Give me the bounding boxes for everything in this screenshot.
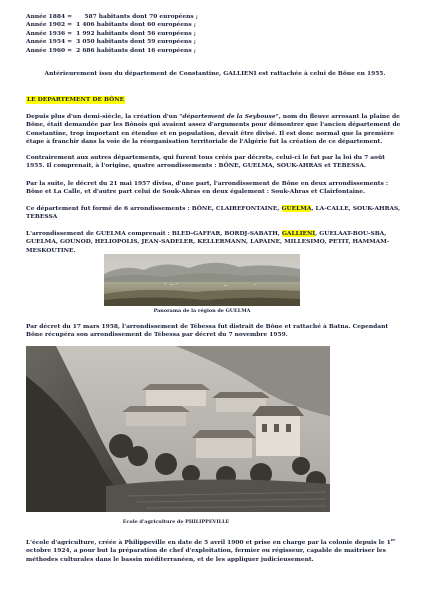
para5-text-a: comprenait : BLED-GAFFAR, BORDJ-SABATH,: [125, 230, 282, 237]
stat-line: Année 1954 = 3 050 habitants dont 59 européens ;: [26, 38, 196, 46]
highlight-guelma: GUELMA: [281, 205, 312, 212]
section-title: LE DEPARTEMENT DE BÔNE: [27, 96, 125, 103]
paragraph-7: [26, 536, 404, 564]
para4-text-b: , LA-CALLE, SOUK-AHRAS, TEBESSA: [26, 205, 401, 221]
para7-superscript: er: [390, 537, 396, 542]
para7-text-a: L'école d'agriculture, créée à Philippeville en date de 5 avril 1900 et prise en charge par la colonie depuis le 1: [26, 538, 391, 546]
para4-text-a: Ce département fut formé de 6 arrondissements : BÔNE, CLAIREFONTAINE,: [26, 205, 282, 212]
stat-line: Année 1936 = 1 992 habitants dont 56 européens ;: [26, 29, 196, 37]
paragraph-6: Par décret du 17 mars 1958, l'arrondissement de Tébessa fut distrait de Bône et rattaché à Batna. Cependant Bône récupéra son arrondissement de Tébessa par décret du 7 novembre 1959.: [26, 323, 389, 339]
stat-line: Année 1960 = 2 686 habitants dont 16 européens ;: [26, 46, 196, 54]
anteriorite-line: Antérieurement issu du département de Constantine, GALLIENI est rattachée à celui de Bône en 1955.: [44, 70, 386, 77]
para1-text-b: ", nom du fleuve arrosant la plaine de Bône, était demandée par les Bônois qui avaient assez d'arguments pour démontrer que l'ancien département de Constantine, trop important en étendue et en population, devait être divisé. Il est donc normal que la première étape à franchir dans la voie de la réorganisation territoriale de l'Algérie fut la création de ce département.: [26, 113, 401, 146]
paragraph-5: [26, 230, 404, 255]
panorama-image: [104, 254, 300, 306]
stat-line: Année 1902 = 1 406 habitants dont 60 européens ;: [26, 21, 196, 29]
panorama-photo: [104, 254, 300, 306]
population-stats: [26, 13, 404, 55]
para5-text-b: , GUELAAT-BOU-SBA, GUELMA, GOUNOD, HELIOPOLIS, JEAN-SADELER, KELLERMANN, LAPAINE, MILLESIMO, PETIT, HAMMAM-MESKOUTINE.: [26, 230, 390, 254]
panorama-caption: Panorama de la région de GUELMA: [153, 308, 251, 314]
school-photo: [26, 346, 330, 512]
stat-line: Année 1884 = 587 habitants dont 70 européens ;: [26, 13, 198, 20]
para7-text-b: octobre 1924, a pour but la préparation de chef d'exploitation, fermier ou régisseur, capable de maitriser les méthodes culturales dans le bassin méditerranéen, et de les appliquer judicieusement.: [26, 547, 386, 563]
para1-text-a: Depuis plus d'un demi-siècle, la création d'un ": [26, 113, 183, 120]
paragraph-4: [26, 205, 404, 222]
school-caption: Ecole d'agriculture de PHILIPPEVILLE: [122, 519, 230, 525]
para5-label: L'arrondissement de GUELMA: [26, 230, 126, 237]
paragraph-3: Par la suite, le décret du 21 mai 1957 divisa, d'une part, l'arrondissement de Bône en deux arrondissements : Bône et La Calle, et d'autre part celui de Souk-Ahras en deux également : Souk-Ahras et Clairfontaine.: [26, 180, 389, 196]
paragraph-2: Contrairement aux autres départements, qui furent tous créés par décrets, celui-ci le fut par la loi du 7 août 1955. Il comprenait, à l'origine, quatre arrondissements : BÔNE, GUELMA, SOUK-AHRAS et TEBESSA.: [26, 154, 385, 170]
para1-emphasis: département de la Seybouse: [182, 113, 276, 120]
paragraph-1: [26, 113, 404, 147]
highlight-gallieni: GALLIENI: [281, 230, 316, 237]
school-image: [26, 346, 330, 512]
